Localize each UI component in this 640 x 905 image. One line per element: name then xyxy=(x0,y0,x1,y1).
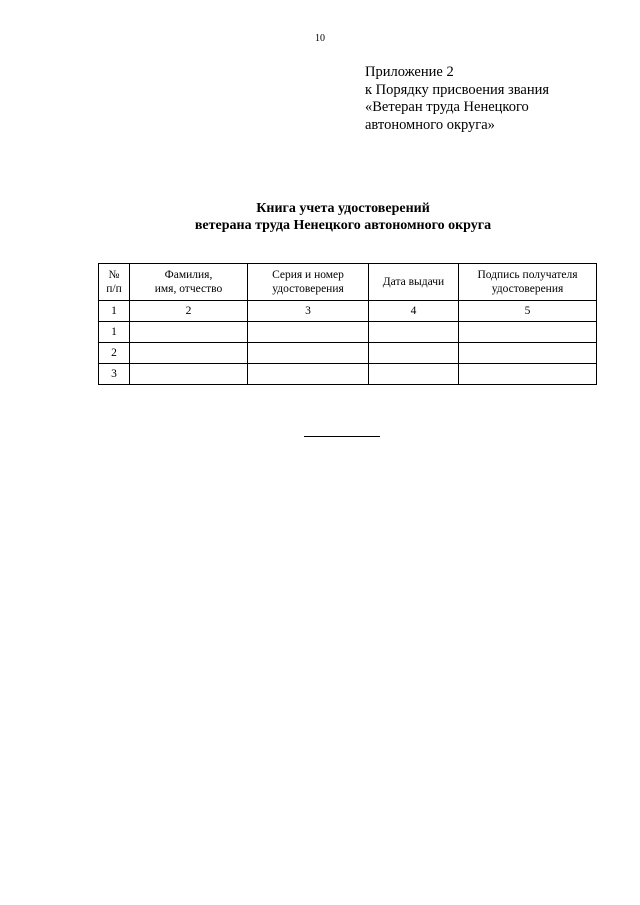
cell-full-name xyxy=(130,322,248,343)
cell-full-name xyxy=(130,343,248,364)
header-number xyxy=(99,264,130,301)
table-row xyxy=(99,322,597,343)
header-number-line-1: № xyxy=(108,269,120,281)
cell-recipient-signature xyxy=(459,343,597,364)
table-row xyxy=(99,364,597,385)
title-line-2: ветерана труда Ненецкого автономного округа xyxy=(194,218,492,233)
header-certificate-series xyxy=(248,264,369,301)
cell-certificate-series xyxy=(248,364,369,385)
register-table xyxy=(98,263,597,385)
header-recipient-signature-line-2: удостоверения xyxy=(491,283,564,295)
page-number: 10 xyxy=(315,33,325,44)
header-issue-date xyxy=(369,264,459,301)
title-line-1: Книга учета удостоверений xyxy=(256,201,430,216)
appendix-note xyxy=(365,64,625,134)
cell-issue-date xyxy=(369,343,459,364)
table-row xyxy=(99,343,597,364)
row-number: 1 xyxy=(99,322,130,343)
column-number: 3 xyxy=(248,301,369,322)
cell-recipient-signature xyxy=(459,322,597,343)
appendix-line-3: «Ветеран труда Ненецкого xyxy=(365,99,529,115)
appendix-line-1: Приложение 2 xyxy=(365,64,454,80)
header-issue-date-line-1: Дата выдачи xyxy=(382,276,445,288)
header-certificate-series-line-2: удостоверения xyxy=(272,283,344,295)
row-number: 3 xyxy=(99,364,130,385)
appendix-line-2: к Порядку присвоения звания xyxy=(365,81,550,98)
column-number: 4 xyxy=(369,301,459,322)
column-number: 2 xyxy=(130,301,248,322)
header-full-name-line-2: имя, отчество xyxy=(154,283,223,295)
cell-issue-date xyxy=(369,322,459,343)
header-full-name xyxy=(130,264,248,301)
column-number: 1 xyxy=(99,301,130,322)
header-full-name-line-1: Фамилия, xyxy=(164,269,213,281)
column-number: 5 xyxy=(459,301,597,322)
column-number-row xyxy=(99,301,597,322)
row-number: 2 xyxy=(99,343,130,364)
cell-full-name xyxy=(130,364,248,385)
appendix-line-4: автономного округа» xyxy=(365,116,495,133)
header-row xyxy=(99,264,597,301)
cell-certificate-series xyxy=(248,322,369,343)
cell-certificate-series xyxy=(248,343,369,364)
header-recipient-signature xyxy=(459,264,597,301)
cell-recipient-signature xyxy=(459,364,597,385)
document-title xyxy=(0,200,640,234)
cell-issue-date xyxy=(369,364,459,385)
header-certificate-series-line-1: Серия и номер xyxy=(272,269,344,281)
header-number-line-2: п/п xyxy=(106,283,122,295)
end-divider xyxy=(304,436,380,437)
header-recipient-signature-line-1: Подпись получателя xyxy=(477,269,578,281)
